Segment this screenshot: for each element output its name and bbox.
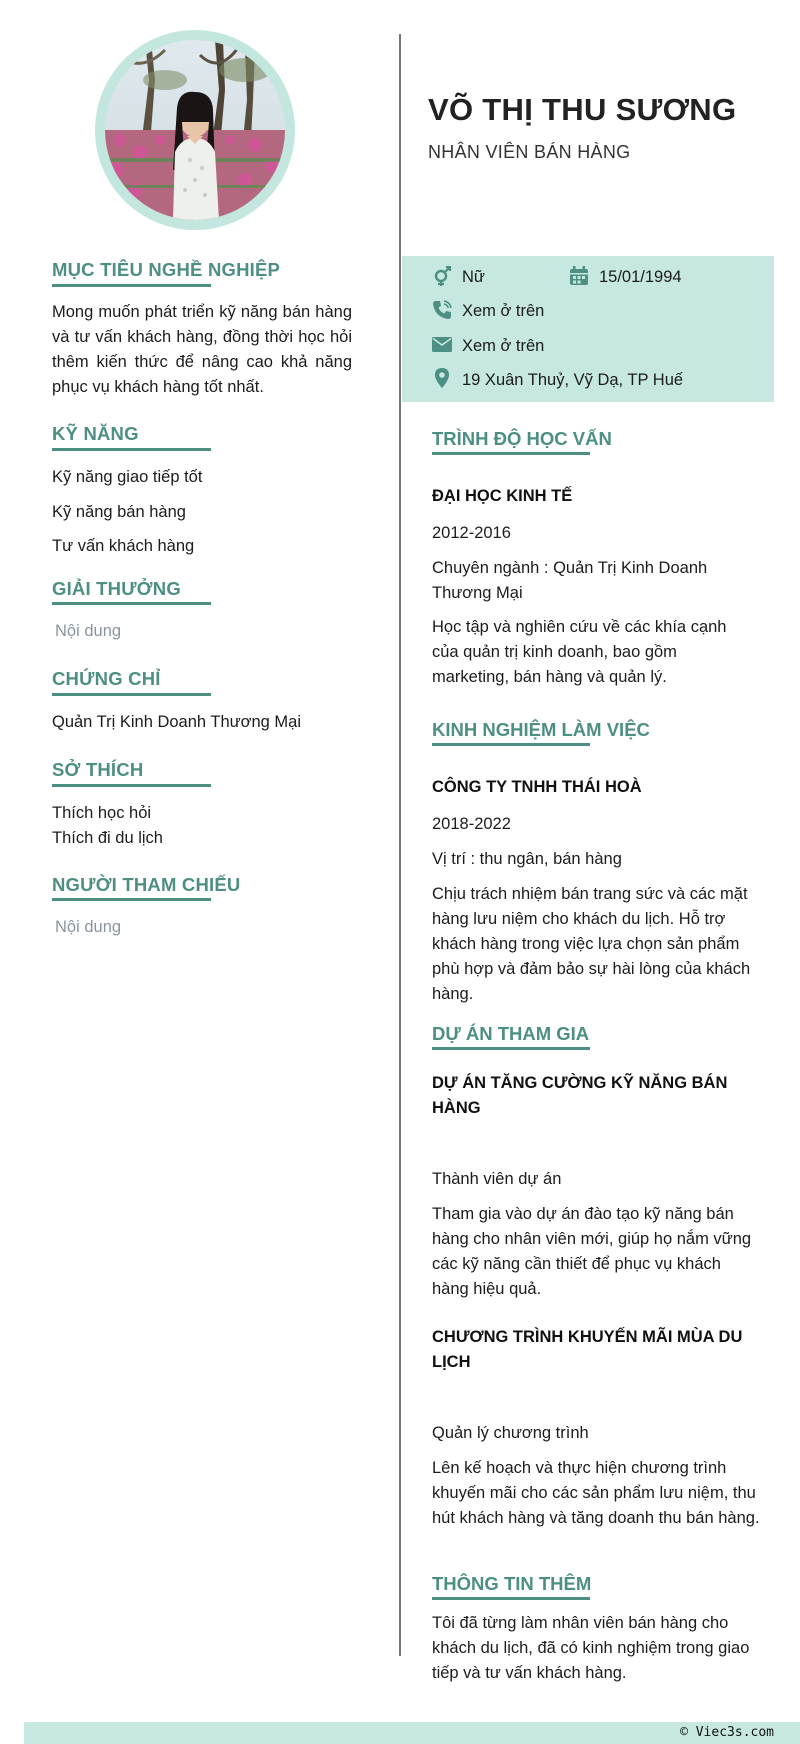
education-major: Chuyên ngành : Quản Trị Kinh Doanh Thương Mại xyxy=(432,559,708,602)
experience-role: Vị trí : thu ngân, bán hàng xyxy=(432,850,622,868)
project-name: DỰ ÁN TĂNG CƯỜNG KỸ NĂNG BÁN HÀNG xyxy=(432,1074,728,1117)
project-role: Thành viên dự án xyxy=(432,1170,562,1188)
certificates-title-underline xyxy=(52,693,211,696)
gender-value: Nữ xyxy=(462,268,485,286)
experience-company: CÔNG TY TNHH THÁI HOÀ xyxy=(432,778,642,796)
project-role: Quản lý chương trình xyxy=(432,1424,589,1442)
additional-title: THÔNG TIN THÊM xyxy=(432,1573,592,1594)
project-description: Lên kế hoạch và thực hiện chương trình khuyến mãi cho các sản phẩm lưu niệm, thu hút khách hàng và tăng doanh thu bán hàng. xyxy=(432,1459,760,1527)
gender-icon xyxy=(432,266,452,286)
education-period: 2012-2016 xyxy=(432,524,511,542)
experience-period: 2018-2022 xyxy=(432,815,511,833)
experience-title-underline xyxy=(432,743,590,746)
hobbies-title: SỞ THÍCH xyxy=(52,759,144,780)
skills-title-underline xyxy=(52,448,211,451)
footer-bar xyxy=(24,1722,800,1744)
objective-title-underline xyxy=(52,284,211,287)
location-icon xyxy=(432,368,452,388)
additional-title-underline xyxy=(432,1597,590,1600)
certificates-title: CHỨNG CHỈ xyxy=(52,668,161,689)
candidate-position: NHÂN VIÊN BÁN HÀNG xyxy=(428,142,631,162)
project-description: Tham gia vào dự án đào tạo kỹ năng bán hàng cho nhân viên mới, giúp họ nắm vững các kỹ năng cần thiết để phục vụ khách hàng hiệu quả. xyxy=(432,1205,752,1298)
avatar xyxy=(105,40,285,220)
objective-text: Mong muốn phát triển kỹ năng bán hàng và tư vấn khách hàng, đồng thời học hỏi thêm kiến thức để nâng cao khả năng phục vụ khách hàng tốt nhất. xyxy=(52,303,352,396)
avatar-ring xyxy=(95,30,295,230)
candidate-name: VÕ THỊ THU SƯƠNG xyxy=(428,92,737,127)
email-icon xyxy=(432,334,452,354)
phone-value: Xem ở trên xyxy=(462,302,545,320)
skills-title: KỸ NĂNG xyxy=(52,423,139,444)
awards-title-underline xyxy=(52,602,211,605)
project-name: CHƯƠNG TRÌNH KHUYẾN MÃI MÙA DU LỊCH xyxy=(432,1328,743,1371)
birthday-value: 15/01/1994 xyxy=(599,268,682,286)
education-title: TRÌNH ĐỘ HỌC VẤN xyxy=(432,428,612,449)
objective-title: MỤC TIÊU NGHỀ NGHIỆP xyxy=(52,259,281,280)
skill-item: Kỹ năng giao tiếp tốt xyxy=(52,468,203,486)
column-divider xyxy=(399,34,401,1656)
awards-content: Nội dung xyxy=(55,622,122,640)
certificate-item: Quản Trị Kinh Doanh Thương Mại xyxy=(52,713,302,731)
projects-title: DỰ ÁN THAM GIA xyxy=(432,1023,590,1044)
education-title-underline xyxy=(432,452,590,455)
education-description: Học tập và nghiên cứu về các khía cạnh của quản trị kinh doanh, bao gồm marketing, bán hàng và quản lý. xyxy=(432,618,727,686)
references-title: NGƯỜI THAM CHIẾU xyxy=(52,874,241,895)
experience-description: Chịu trách nhiệm bán trang sức và các mặt hàng lưu niệm cho khách du lịch. Hỗ trợ khách hàng trong việc lựa chọn sản phẩm phù hợp và đảm bảo sự hài lòng của khách hàng. xyxy=(432,885,751,1003)
references-content: Nội dung xyxy=(55,918,122,936)
experience-title: KINH NGHIỆM LÀM VIỆC xyxy=(432,719,650,740)
education-school: ĐẠI HỌC KINH TẾ xyxy=(432,487,573,505)
phone-icon xyxy=(432,300,452,320)
awards-title: GIẢI THƯỞNG xyxy=(52,578,181,599)
projects-title-underline xyxy=(432,1047,590,1050)
address-value: 19 Xuân Thuỷ, Vỹ Dạ, TP Huế xyxy=(462,371,684,389)
skill-item: Kỹ năng bán hàng xyxy=(52,503,186,521)
avatar-photo xyxy=(105,40,285,220)
calendar-icon xyxy=(569,266,589,286)
skill-item: Tư vấn khách hàng xyxy=(52,537,195,555)
hobbies-title-underline xyxy=(52,784,211,787)
email-value: Xem ở trên xyxy=(462,337,545,355)
references-title-underline xyxy=(52,898,211,901)
footer-copyright: © Viec3s.com xyxy=(680,1725,774,1740)
hobby-item: Thích học hỏi xyxy=(52,804,152,822)
hobby-item: Thích đi du lịch xyxy=(52,829,163,847)
additional-text: Tôi đã từng làm nhân viên bán hàng cho khách du lịch, đã có kinh nghiệm trong giao tiếp và tư vấn khách hàng. xyxy=(432,1614,750,1682)
